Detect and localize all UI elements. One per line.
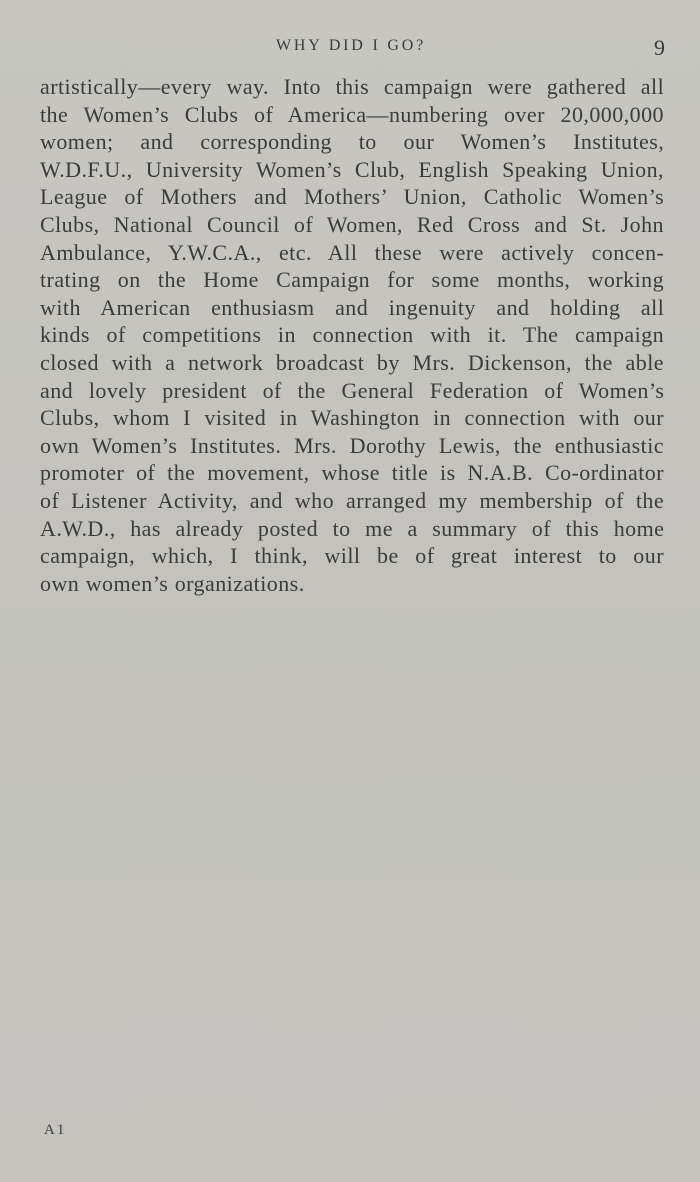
text-line: trating on the Home Campaign for some months, working [40,267,665,293]
text-line: women; and corresponding to our Women’s Institutes, [40,129,665,155]
text-line: own Women’s Institutes. Mrs. Dorothy Lewis, the enthusiastic [40,432,664,458]
text-line: Clubs, National Council of Women, Red Cross and St. John [40,211,665,237]
text-line: Ambulance, Y.W.C.A., etc. All these were actively concen- [40,239,665,265]
running-title: WHY DID I GO? [276,37,426,54]
body-paragraph [40,73,664,597]
text-line: artistically—every way. Into this campaign were gathered all [40,74,665,99]
text-line: Clubs, whom I visited in Washington in connection with our [40,405,664,431]
running-head [0,37,700,61]
text-line: W.D.F.U., University Women’s Club, English Speaking Union, [40,156,664,182]
text-line: campaign, which, I think, will be of great interest to our [40,543,664,569]
text-line: kinds of competitions in connection with it. The campaign [40,322,665,348]
text-line: closed with a network broadcast by Mrs. Dickenson, the able [40,349,664,375]
signature-mark: A1 [44,1122,67,1138]
text-line: and lovely president of the General Federation of Women’s [40,377,665,403]
text-line: League of Mothers and Mothers’ Union, Catholic Women’s [40,184,665,210]
text-line: the Women’s Clubs of America—numbering over 20,000,000 [40,101,664,127]
text-line: of Listener Activity, and who arranged my membership of the [40,487,665,513]
page-number: 9 [654,35,665,60]
text-line-last: own women’s organizations. [40,570,305,596]
text-line: promoter of the movement, whose title is N.A.B. Co-ordinator [40,460,664,486]
text-line: with American enthusiasm and ingenuity and holding all [40,294,665,320]
text-line: A.W.D., has already posted to me a summary of this home [40,515,665,541]
